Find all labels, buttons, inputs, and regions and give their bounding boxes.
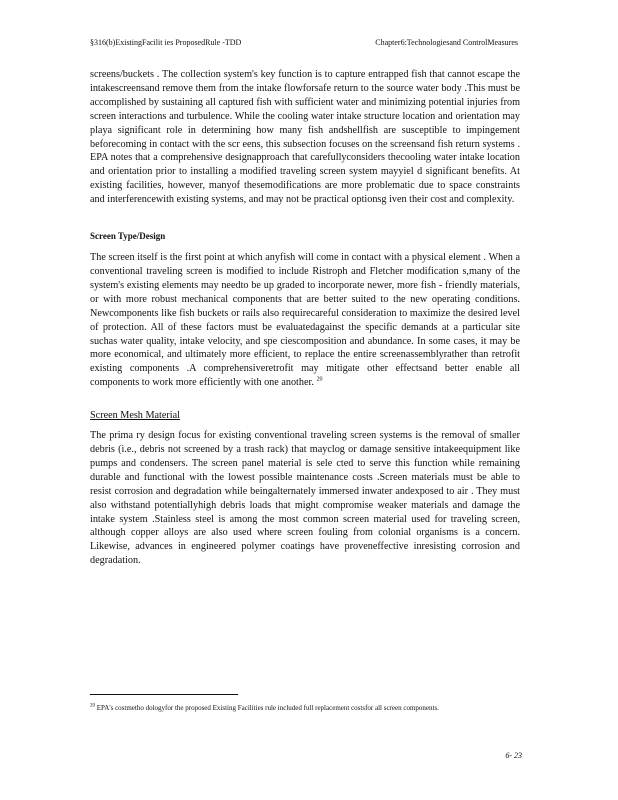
main-content — [90, 68, 520, 568]
footnote-number: 20 — [90, 703, 95, 709]
header-right: Chapter6:Technologiesand ControlMeasures — [375, 38, 518, 47]
footnote-reference[interactable]: 20 — [316, 376, 323, 383]
footnote-divider — [90, 694, 238, 695]
paragraph-screen-type — [90, 251, 520, 390]
running-header — [90, 38, 518, 47]
footnote — [90, 702, 520, 715]
footnote-text: EPA's costmetho dologyfor the proposed Existing Facilities rule included full replacement costsfor all screen components. — [96, 704, 439, 712]
heading-screen-mesh-material: Screen Mesh Material — [90, 410, 180, 422]
header-left: §316(b)ExistingFacilit ies ProposedRule -TDD — [90, 38, 242, 47]
paragraph-mesh-material: The prima ry design focus for existing conventional traveling screen systems is the removal of smaller debris (i.e., debris not screened by a trash rack) that mayclog or damage sensitive intakeequipment like pumps and condensers. The screen panel material is sele cted to serve this function while remaining durable and functional with the lowest possible maintenance costs .Screen materials must be able to resist corrosion and degradation while beingalternately immersed inwater andexposed to air . They must also withstand potentiallyhigh debris loads that might compromise weaker materials and damage the intake system .Stainless steel is among the most common screen material used for traveling screen, although copper alloys are also used where screen fouling from colonial organisms is a concern. Likewise, advances in engineered polymer coatings have proveneffective inresisting corrosion and degradation. — [90, 430, 520, 567]
paragraph-collection-system: screens/buckets . The collection system's key function is to capture entrapped fish that cannot escape the intakescreensand remove them from the intake flowforsafe return to the source water body .This must be accomplished by sustaining all captured fish with sufficient water and minimizing potential injuries from screen interactions and turbulence. While the cooling water intake structure location and orientation may playa significant role in determining how many fish andshellfish are susceptible to impingement beforecoming in contact with the scr eens, this subsection focuses on the screensand fish return systems . EPA notes that a comprehensive designapproach that carefullyconsiders thecooling water intake location and orientation prior to installing a modified traveling screen system mayyiel d significant benefits. At existing facilities, however, manyof thesemodifications are more problematic due to space constraints and interferencewith existing systems, and may not be practical optionsg iven their cost and complexity. — [90, 69, 520, 206]
page-number: 6- 23 — [505, 751, 522, 760]
paragraph-screen-type-text: The screen itself is the first point at which anyfish will come in contact with a physical element . When a conventional traveling screen is modified to include Ristroph and Fletcher modification s,many of the system's existing elements may needto be up graded to incorporate newer, more fish - friendly materials, or with more robust mechanical components that are better suited to the new operating conditions. Newcomponents like fish buckets or rails also requirecareful consideration to maximize the desired level of protection. All of these factors must be evaluatedagainst the specific demands at a particular site suchas water quality, intake velocity, and spe ciescomposition and abundance. In some cases, it may be more economical, and ultimately more efficient, to replace the entire screenassemblyrather than retrofit existing components .A comprehensiveretrofit may mitigate other effectsand better enable all components to work more efficiently with one another. — [90, 252, 520, 389]
heading-screen-type-design: Screen Type/Design — [90, 231, 166, 242]
